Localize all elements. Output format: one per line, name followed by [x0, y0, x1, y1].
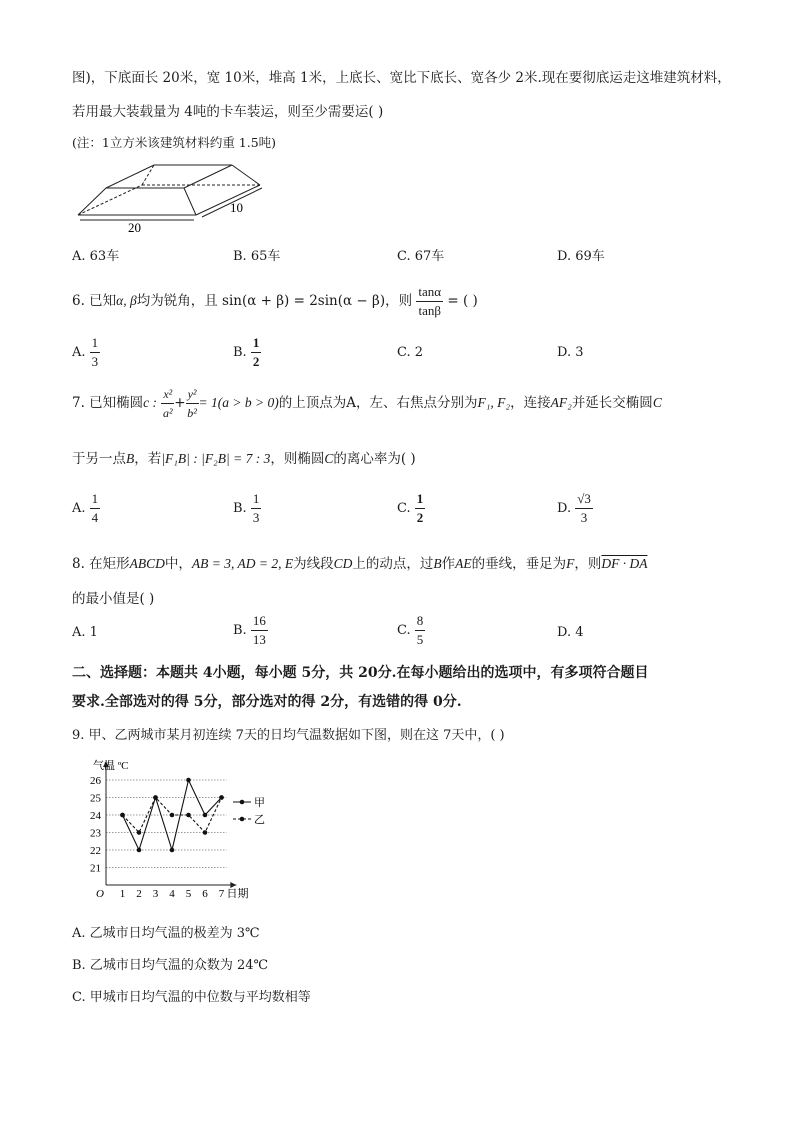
- x-axis-label: 日期: [226, 888, 249, 900]
- q9-option-b: B. 乙城市日均气温的众数为 24℃: [72, 958, 269, 973]
- series-1-point-1: [120, 813, 125, 818]
- width-label: 10: [230, 200, 243, 215]
- q6-stem: [72, 283, 478, 320]
- q6-option-c: C. 2: [397, 345, 424, 360]
- origin-label: O: [96, 888, 104, 900]
- q6-option-a: A. $\frac{1}{3}$: [72, 335, 99, 369]
- y-tick-label-21: 21: [90, 862, 101, 875]
- q6-post: = ( ): [447, 293, 478, 309]
- q6-mid: 均为锐角，且 sin(α + β) = 2sin(α − β)，则: [136, 293, 413, 309]
- q9-option-a: A. 乙城市日均气温的极差为 3℃: [72, 926, 260, 941]
- x-tick-label-3: 3: [152, 888, 159, 900]
- x-tick-label-4: 4: [169, 888, 175, 900]
- intro-line-1: 图)，下底面长 20米，宽 10米，堆高 1米，上底长、宽比下底长、宽各少 2米.现在要彻底运走这堆建筑材料，: [72, 70, 731, 86]
- q7-option-c: C. $\frac{1}{2}$: [397, 491, 424, 525]
- length-label: 20: [128, 220, 141, 235]
- x-tick-label-6: 6: [202, 888, 208, 900]
- x-tick-label-7: 7: [218, 888, 225, 900]
- frustum-figure: [72, 160, 272, 235]
- y-axis-label: 气温 ºC: [93, 760, 129, 772]
- q8-option-d: D. 4: [557, 625, 584, 640]
- series-0-point-4: [170, 848, 175, 853]
- legend-marker-0: [240, 800, 245, 805]
- q8-line-2: 的最小值是( ): [72, 591, 155, 607]
- series-1-point-5: [186, 813, 191, 818]
- q5-option-c: C. 67车: [397, 249, 445, 264]
- q8-option-c: C. $\frac{8}{5}$: [397, 613, 424, 647]
- section-2-line-1: 二、选择题：本题共 4小题，每小题 5分，共 20分.在每小题给出的选项中，有多项符合题目: [72, 665, 649, 681]
- q6-option-d: D. 3: [557, 345, 584, 360]
- legend-marker-1: [240, 817, 245, 822]
- q7-option-d: D. $\frac{√3}{3}$: [557, 491, 591, 525]
- y-tick-label-23: 23: [90, 827, 101, 840]
- q8-option-b: B. $\frac{16}{13}$: [233, 613, 266, 647]
- y-tick-label-22: 22: [90, 845, 101, 857]
- q9-stem: 9. 甲、乙两城市某月初连续 7天的日均气温数据如下图，则在这 7天中，( ): [72, 728, 505, 743]
- y-tick-label-24: 24: [90, 810, 101, 822]
- series-0-point-6: [203, 813, 208, 818]
- q5-option-d: D. 69车: [557, 249, 605, 264]
- x-tick-label-5: 5: [185, 888, 192, 900]
- q5-option-b: B. 65车: [233, 249, 281, 264]
- x-tick-label-2: 2: [136, 888, 142, 900]
- intro-note: (注：1立方米该建筑材料约重 1.5吨): [72, 135, 277, 150]
- q7-line-1: 7. 已知椭圆c : $\frac{\text{x²}}{\text{a²}}$ + $\frac{\text{y²}}{\text{b²}}$ = 1(a > b > 0)的上顶点为A，左、右焦点分别为F₁, F₂，连接AF₂并延长交椭圆C: [72, 387, 662, 420]
- series-0-point-2: [137, 848, 142, 853]
- q5-option-a: A. 63车: [72, 249, 120, 264]
- series-1-point-4: [170, 813, 175, 818]
- q7-option-b: B. $\frac{1}{3}$: [233, 491, 260, 525]
- temperature-chart: [80, 755, 280, 903]
- q8-line-1: 8. 在矩形ABCD中，AB = 3, AD = 2, E为线段CD上的动点，过B作AE的垂线，垂足为F，则DF · DA: [72, 556, 648, 572]
- series-1-point-7: [219, 795, 224, 800]
- q8-option-a: A. 1: [72, 625, 98, 640]
- legend-label-1: 乙: [254, 814, 265, 826]
- q6-vars: α, β: [116, 293, 137, 308]
- series-1-point-6: [203, 830, 208, 835]
- q6-pre: 6. 已知: [72, 293, 117, 309]
- x-tick-label-1: 1: [119, 888, 126, 900]
- section-2-line-2: 要求.全部选对的得 5分，部分选对的得 2分，有选错的得 0分.: [72, 694, 462, 710]
- y-tick-label-26: 26: [90, 775, 101, 787]
- q6-fraction: $\frac{\tan\alpha}{\tan\beta}$: [418, 284, 442, 318]
- q6-option-b: B. $\frac{1}{2}$: [233, 335, 260, 369]
- intro-line-2: 若用最大装载量为 4吨的卡车装运，则至少需要运( ): [72, 104, 384, 120]
- series-0-point-5: [186, 778, 191, 783]
- legend-label-0: 甲: [254, 797, 265, 809]
- series-1-point-3: [153, 795, 158, 800]
- series-1-point-2: [137, 830, 142, 835]
- q7-option-a: A. $\frac{1}{4}$: [72, 491, 99, 525]
- q9-option-c: C. 甲城市日均气温的中位数与平均数相等: [72, 990, 311, 1005]
- q7-line-2: 于另一点B，若|F₁B| : |F₂B| = 7 : 3，则椭圆C的离心率为( ): [72, 451, 416, 467]
- y-tick-label-25: 25: [90, 792, 101, 805]
